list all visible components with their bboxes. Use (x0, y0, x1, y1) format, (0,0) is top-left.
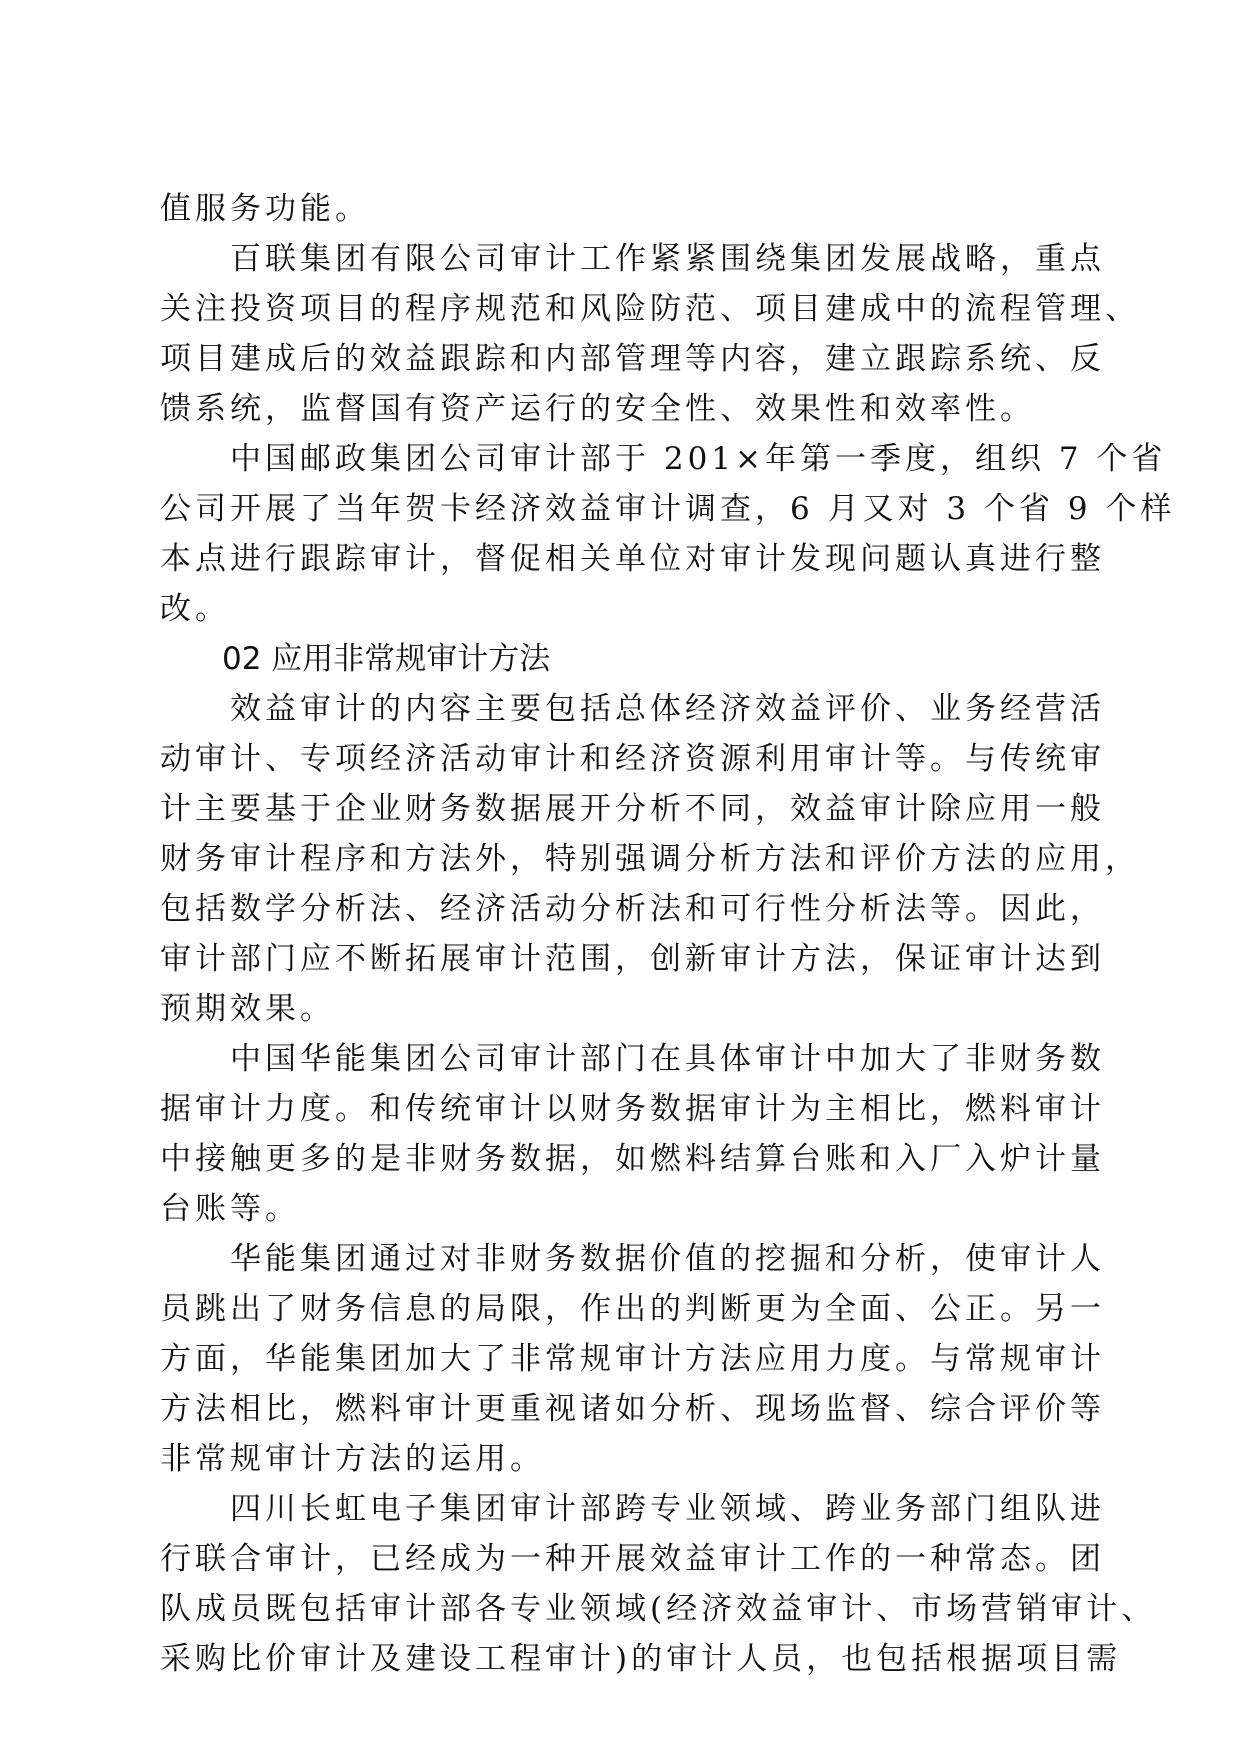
paragraph-benefit-audit (160, 684, 1140, 1034)
text-line: 员跳出了财务信息的局限，作出的判断更为全面、公正。另一 (160, 1291, 1105, 1327)
paragraph-bailian (160, 234, 1140, 434)
text-line: 审计部门应不断拓展审计范围，创新审计方法，保证审计达到 (160, 941, 1105, 977)
section-heading-text: 02 应用非常规审计方法 (222, 641, 551, 677)
section-heading (160, 634, 1090, 684)
document-page (160, 184, 1176, 1684)
text-line: 馈系统，监督国有资产运行的安全性、效果性和效率性。 (160, 391, 1035, 427)
text-line: 方法相比，燃料审计更重视诸如分析、现场监督、综合评价等 (160, 1391, 1105, 1427)
text-line: 项目建成后的效益跟踪和内部管理等内容，建立跟踪系统、反 (160, 341, 1105, 377)
text-line: 中国邮政集团公司审计部于 201×年第一季度，组织 7 个省 (230, 441, 1167, 477)
text-line: 改。 (160, 591, 230, 627)
text-line: 计主要基于企业财务数据展开分析不同，效益审计除应用一般 (160, 791, 1105, 827)
text-line: 财务审计程序和方法外，特别强调分析方法和评价方法的应用， (160, 841, 1140, 877)
text-line: 中国华能集团公司审计部门在具体审计中加大了非财务数 (230, 1041, 1105, 1077)
paragraph-china-post (160, 434, 1176, 634)
text-line: 台账等。 (160, 1191, 300, 1227)
text-line: 动审计、专项经济活动审计和经济资源利用审计等。与传统审 (160, 741, 1105, 777)
paragraph-changhong (160, 1484, 1157, 1684)
text-line: 公司开展了当年贺卡经济效益审计调查，6 月又对 3 个省 9 个样 (160, 491, 1176, 527)
text-line: 据审计力度。和传统审计以财务数据审计为主相比，燃料审计 (160, 1091, 1105, 1127)
text-line: 预期效果。 (160, 991, 335, 1027)
text-line: 非常规审计方法的运用。 (160, 1441, 545, 1477)
text-line: 采购比价审计及建设工程审计)的审计人员，也包括根据项目需 (160, 1641, 1122, 1677)
text-line: 百联集团有限公司审计工作紧紧围绕集团发展战略，重点 (230, 241, 1105, 277)
text-line: 四川长虹电子集团审计部跨专业领域、跨业务部门组队进 (230, 1491, 1105, 1527)
text-line: 华能集团通过对非财务数据价值的挖掘和分析，使审计人 (230, 1241, 1105, 1277)
text-line: 行联合审计，已经成为一种开展效益审计工作的一种常态。团 (160, 1541, 1105, 1577)
paragraph-huaneng-2 (160, 1234, 1105, 1484)
text-line: 包括数学分析法、经济活动分析法和可行性分析法等。因此， (160, 891, 1105, 927)
text-line: 关注投资项目的程序规范和风险防范、项目建成中的流程管理、 (160, 291, 1140, 327)
text-line: 队成员既包括审计部各专业领域(经济效益审计、市场营销审计、 (160, 1591, 1157, 1627)
text-line: 本点进行跟踪审计，督促相关单位对审计发现问题认真进行整 (160, 541, 1105, 577)
paragraph-continuation (160, 184, 1090, 234)
text-line: 效益审计的内容主要包括总体经济效益评价、业务经营活 (230, 691, 1105, 727)
text-line: 值服务功能。 (160, 191, 370, 227)
text-line: 中接触更多的是非财务数据，如燃料结算台账和入厂入炉计量 (160, 1141, 1105, 1177)
paragraph-huaneng-1 (160, 1034, 1105, 1234)
text-line: 方面，华能集团加大了非常规审计方法应用力度。与常规审计 (160, 1341, 1105, 1377)
